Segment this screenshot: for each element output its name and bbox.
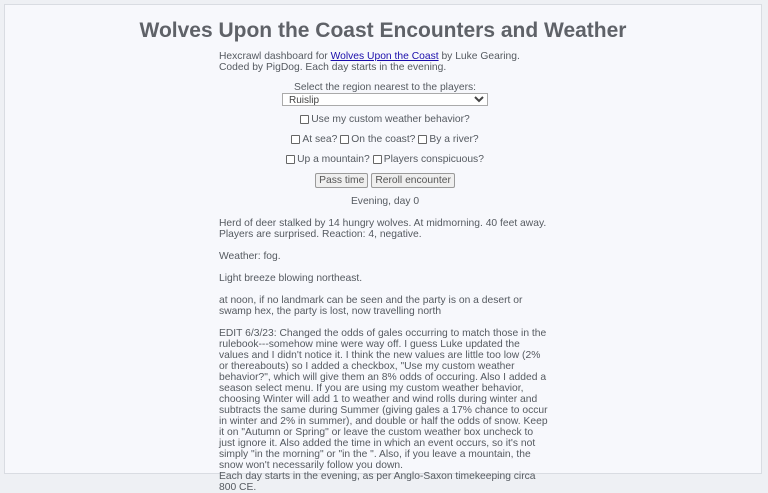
at-sea-checkbox[interactable]: [291, 134, 337, 145]
page-frame: [4, 4, 762, 493]
pass-time-button[interactable]: Pass time: [315, 173, 368, 188]
conspicuous-checkbox[interactable]: [373, 154, 484, 165]
book-link[interactable]: Wolves Upon the Coast: [330, 51, 439, 62]
checkbox-box[interactable]: [340, 135, 349, 144]
custom-weather-label: Use my custom weather behavior?: [311, 113, 470, 125]
edit-note-text: EDIT 6/3/23: Changed the odds of gales occurring to match those in the rulebook---somehow mine were way off. I guess Luke updated the values and I didn't notice it. I think the new values are little too low (2% or thereabouts) so I added a checkbox, "Use my custom weather behavior?", which will give them an 8% odds of occuring. Also I added a season select menu. If you are using my custom weather behavior, choosing Winter will add 1 to weather and wind rolls during winter and subtracts the same during Summer (giving gales a 17% chance to occur in winter and 2% in summer), and double or half the odds of snow. Keep it on "Autumn or Spring" or leave the custom weather box uncheck to just ignore it. Also added the time in which an event occurs, so it's not simply "in the morning" or "in the ". Also, if you leave a mountain, the snow won't necessarily follow you down.: [219, 328, 548, 471]
by-river-checkbox[interactable]: [418, 134, 478, 145]
checkbox-box[interactable]: [291, 135, 300, 144]
up-mountain-label: Up a mountain?: [297, 153, 370, 165]
weather-text: Weather: fog.: [219, 251, 281, 262]
day-start-note: Each day starts in the evening, as per Anglo-Saxon timekeeping circa 800 CE.: [219, 471, 536, 493]
checkbox-box[interactable]: [418, 135, 427, 144]
intro-suffix: by Luke Gearing. Coded by PigDog. Each day starts in the evening.: [219, 51, 520, 73]
edit-notes: [219, 328, 551, 493]
on-coast-label: On the coast?: [351, 133, 416, 145]
region-label: Select the region nearest to the players:: [293, 82, 477, 93]
custom-weather-row: [219, 112, 551, 126]
by-river-label: By a river?: [429, 133, 479, 145]
reroll-encounter-button[interactable]: Reroll encounter: [371, 173, 455, 188]
wind-text: Light breeze blowing northeast.: [219, 273, 363, 284]
time-status: Evening, day 0: [350, 196, 420, 207]
terrain-row: [219, 152, 551, 166]
location-row: [219, 132, 551, 146]
up-mountain-checkbox[interactable]: [286, 154, 370, 165]
action-buttons: [219, 173, 551, 188]
main-column: [219, 51, 551, 493]
intro-text: [219, 51, 551, 73]
checkbox-box[interactable]: [300, 115, 309, 124]
navigation-text: at noon, if no landmark can be seen and the party is on a desert or swamp hex, the party is lost, now travelling north: [219, 295, 523, 317]
custom-weather-checkbox[interactable]: [300, 114, 470, 125]
page-title: Wolves Upon the Coast Encounters and Weather: [139, 19, 627, 42]
intro-prefix: Hexcrawl dashboard for: [219, 51, 331, 62]
checkbox-box[interactable]: [286, 155, 295, 164]
region-section: [219, 82, 551, 106]
checkbox-box[interactable]: [373, 155, 382, 164]
encounter-text: Herd of deer stalked by 14 hungry wolves. At midmorning. 40 feet away. Players are surprised. Reaction: 4, negative.: [219, 218, 547, 240]
region-select[interactable]: [282, 93, 488, 106]
conspicuous-label: Players conspicuous?: [383, 153, 484, 165]
on-coast-checkbox[interactable]: [340, 134, 415, 145]
at-sea-label: At sea?: [302, 133, 338, 145]
